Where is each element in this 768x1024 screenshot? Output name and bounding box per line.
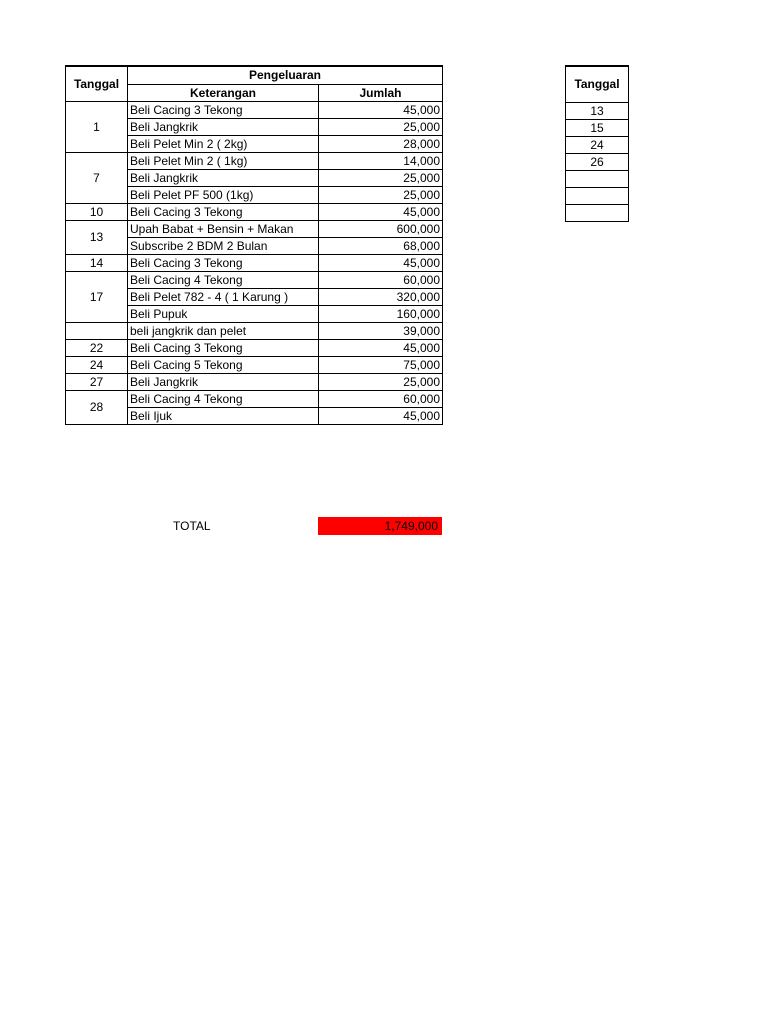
header-tanggal: Tanggal xyxy=(66,66,128,101)
cell-tanggal[interactable]: 28 xyxy=(66,390,128,424)
cell-side-tanggal[interactable] xyxy=(566,170,629,187)
cell-keterangan[interactable]: Beli Jangkrik xyxy=(128,169,319,186)
cell-keterangan[interactable]: Beli Cacing 3 Tekong xyxy=(128,203,319,220)
table-row xyxy=(66,339,443,356)
side-row xyxy=(566,187,629,204)
cell-jumlah[interactable]: 25,000 xyxy=(319,373,443,390)
cell-keterangan[interactable]: Beli Cacing 3 Tekong xyxy=(128,254,319,271)
side-row xyxy=(566,119,629,136)
cell-jumlah[interactable]: 45,000 xyxy=(319,101,443,118)
side-row xyxy=(566,153,629,170)
cell-keterangan[interactable]: Beli Pupuk xyxy=(128,305,319,322)
cell-keterangan[interactable]: Beli Cacing 4 Tekong xyxy=(128,390,319,407)
cell-jumlah[interactable]: 39,000 xyxy=(319,322,443,339)
cell-keterangan[interactable]: Beli Cacing 5 Tekong xyxy=(128,356,319,373)
cell-keterangan[interactable]: Beli Pelet 782 - 4 ( 1 Karung ) xyxy=(128,288,319,305)
cell-jumlah[interactable]: 28,000 xyxy=(319,135,443,152)
cell-side-tanggal[interactable] xyxy=(566,204,629,221)
table-row xyxy=(66,271,443,288)
header-pengeluaran: Pengeluaran xyxy=(128,66,443,84)
cell-keterangan[interactable]: Beli Jangkrik xyxy=(128,373,319,390)
cell-tanggal[interactable]: 24 xyxy=(66,356,128,373)
cell-side-tanggal[interactable]: 24 xyxy=(566,136,629,153)
header-jumlah: Jumlah xyxy=(319,84,443,101)
table-row xyxy=(66,373,443,390)
cell-jumlah[interactable]: 68,000 xyxy=(319,237,443,254)
cell-keterangan[interactable]: Beli Pelet PF 500 (1kg) xyxy=(128,186,319,203)
table-row xyxy=(66,203,443,220)
side-row xyxy=(566,204,629,221)
total-value: 1,749,000 xyxy=(318,517,442,535)
side-row xyxy=(566,136,629,153)
cell-tanggal[interactable]: 7 xyxy=(66,152,128,203)
cell-keterangan[interactable]: Subscribe 2 BDM 2 Bulan xyxy=(128,237,319,254)
cell-jumlah[interactable]: 14,000 xyxy=(319,152,443,169)
side-row xyxy=(566,102,629,119)
cell-tanggal[interactable]: 17 xyxy=(66,271,128,322)
side-date-body xyxy=(566,102,629,221)
cell-keterangan[interactable]: Upah Babat + Bensin + Makan xyxy=(128,220,319,237)
cell-keterangan[interactable]: Beli Pelet Min 2 ( 2kg) xyxy=(128,135,319,152)
cell-side-tanggal[interactable]: 15 xyxy=(566,119,629,136)
expense-table xyxy=(65,65,443,425)
table-row xyxy=(66,322,443,339)
cell-jumlah[interactable]: 75,000 xyxy=(319,356,443,373)
table-row xyxy=(66,220,443,237)
cell-side-tanggal[interactable]: 26 xyxy=(566,153,629,170)
cell-keterangan[interactable]: Beli Ijuk xyxy=(128,407,319,424)
cell-keterangan[interactable]: Beli Cacing 3 Tekong xyxy=(128,101,319,118)
side-row xyxy=(566,170,629,187)
table-row xyxy=(66,254,443,271)
table-row xyxy=(66,356,443,373)
table-row xyxy=(66,101,443,118)
cell-jumlah[interactable]: 25,000 xyxy=(319,118,443,135)
cell-tanggal[interactable]: 1 xyxy=(66,101,128,152)
cell-jumlah[interactable]: 60,000 xyxy=(319,271,443,288)
cell-jumlah[interactable]: 60,000 xyxy=(319,390,443,407)
cell-keterangan[interactable]: Beli Pelet Min 2 ( 1kg) xyxy=(128,152,319,169)
cell-tanggal[interactable] xyxy=(66,322,128,339)
cell-tanggal[interactable]: 10 xyxy=(66,203,128,220)
cell-keterangan[interactable]: Beli Jangkrik xyxy=(128,118,319,135)
header-keterangan: Keterangan xyxy=(128,84,319,101)
cell-side-tanggal[interactable] xyxy=(566,187,629,204)
cell-jumlah[interactable]: 25,000 xyxy=(319,169,443,186)
cell-keterangan[interactable]: Beli Cacing 3 Tekong xyxy=(128,339,319,356)
expense-table-body xyxy=(66,101,443,424)
cell-jumlah[interactable]: 45,000 xyxy=(319,407,443,424)
cell-tanggal[interactable]: 13 xyxy=(66,220,128,254)
cell-tanggal[interactable]: 14 xyxy=(66,254,128,271)
cell-tanggal[interactable]: 22 xyxy=(66,339,128,356)
cell-tanggal[interactable]: 27 xyxy=(66,373,128,390)
table-row xyxy=(66,390,443,407)
side-header-tanggal: Tanggal xyxy=(566,66,629,102)
total-label: TOTAL xyxy=(173,519,211,533)
cell-side-tanggal[interactable]: 13 xyxy=(566,102,629,119)
cell-keterangan[interactable]: Beli Cacing 4 Tekong xyxy=(128,271,319,288)
cell-jumlah[interactable]: 600,000 xyxy=(319,220,443,237)
cell-jumlah[interactable]: 320,000 xyxy=(319,288,443,305)
cell-jumlah[interactable]: 160,000 xyxy=(319,305,443,322)
cell-keterangan[interactable]: beli jangkrik dan pelet xyxy=(128,322,319,339)
side-date-table xyxy=(565,65,629,222)
cell-jumlah[interactable]: 45,000 xyxy=(319,254,443,271)
cell-jumlah[interactable]: 45,000 xyxy=(319,203,443,220)
cell-jumlah[interactable]: 45,000 xyxy=(319,339,443,356)
table-row xyxy=(66,152,443,169)
cell-jumlah[interactable]: 25,000 xyxy=(319,186,443,203)
